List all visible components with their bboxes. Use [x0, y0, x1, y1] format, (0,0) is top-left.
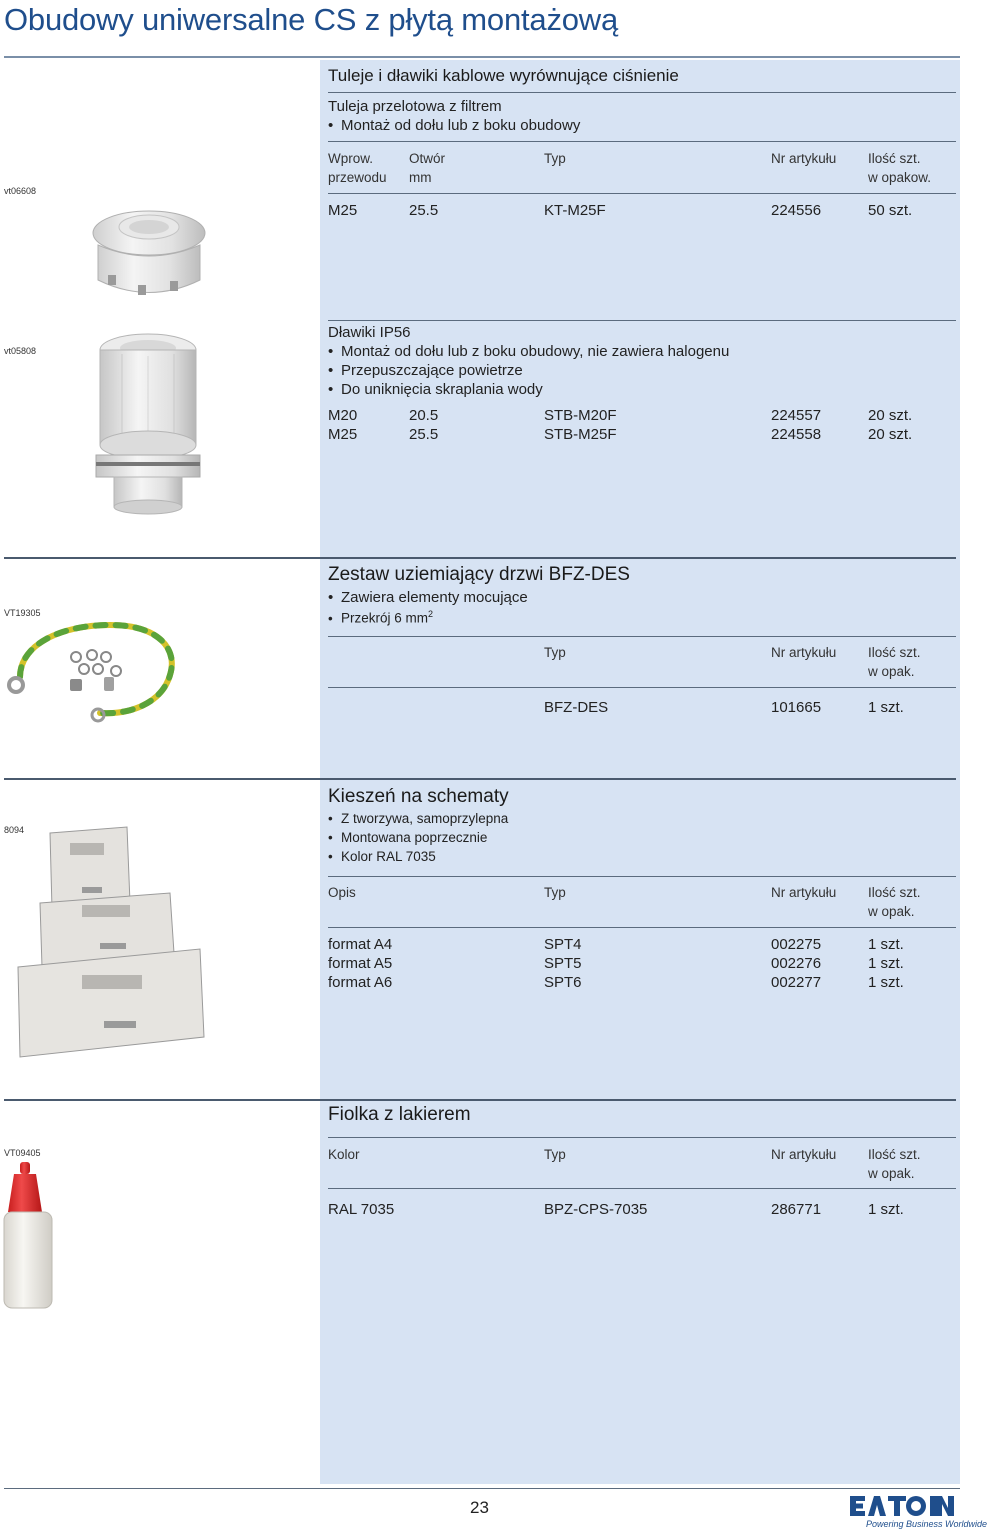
section-rule [328, 320, 956, 321]
cell-entry: M25 [328, 426, 358, 443]
col-header-type: Typ [544, 645, 566, 660]
page-number: 23 [470, 1498, 489, 1517]
cell-qty: 20 szt. [868, 426, 913, 443]
cell-type: STB-M20F [544, 407, 617, 424]
image-code: vt06608 [4, 186, 37, 196]
col-header-type: Typ [544, 885, 566, 900]
grounding-cable-image [0, 615, 185, 725]
bullet-item: • Przepuszczające powietrze [328, 362, 523, 379]
bullet-item: • Zawiera elementy mocujące [328, 589, 528, 606]
section-heading: Kieszeń na schematy [328, 786, 509, 807]
table-rule [328, 876, 956, 877]
section-rule [328, 92, 956, 93]
table-rule [328, 1137, 956, 1138]
col-header-color: Kolor [328, 1147, 360, 1162]
section-divider [4, 778, 956, 780]
cell-hole: 25.5 [409, 202, 439, 219]
section-heading: Tuleje i dławiki kablowe wyrównujące ciśnienie [328, 66, 679, 85]
image-code: 8094 [4, 825, 25, 835]
title-rule [4, 56, 960, 58]
col-header-hole-2: mm [409, 170, 432, 185]
col-header-type: Typ [544, 151, 566, 166]
section-divider [4, 557, 956, 559]
cell-qty: 1 szt. [868, 699, 904, 716]
bullet-item [328, 609, 433, 626]
product-subheading: Dławiki IP56 [328, 324, 411, 341]
cell-type: STB-M25F [544, 426, 617, 443]
cell-desc: format A5 [328, 955, 393, 972]
col-header-type: Typ [544, 1147, 566, 1162]
cell-color: RAL 7035 [328, 1201, 395, 1218]
col-header-article: Nr artykułu [771, 1147, 837, 1162]
cell-article: 002277 [771, 974, 822, 991]
cell-article: 002275 [771, 936, 822, 953]
col-header-desc: Opis [328, 885, 356, 900]
table-rule [328, 193, 956, 194]
cell-desc: format A4 [328, 936, 393, 953]
col-header-article: Nr artykułu [771, 645, 837, 660]
col-header-hole: Otwór [409, 151, 446, 166]
col-header-qty: Ilość szt. [868, 885, 921, 900]
cell-article: 286771 [771, 1201, 822, 1218]
cell-article: 101665 [771, 699, 822, 716]
bullet-item: • Kolor RAL 7035 [328, 849, 436, 864]
cell-type: BFZ-DES [544, 699, 609, 716]
cell-qty: 50 szt. [868, 202, 913, 219]
image-code: vt05808 [4, 346, 37, 356]
bullet-item: • Montaż od dołu lub z boku obudowy [328, 117, 580, 134]
cell-article: 224558 [771, 426, 822, 443]
logo-tagline: Powering Business Worldwide [866, 1519, 987, 1529]
cell-article: 224556 [771, 202, 822, 219]
section-heading: Zestaw uziemiający drzwi BFZ-DES [328, 564, 630, 585]
image-code: VT09405 [4, 1148, 41, 1158]
bullet-item: • Montowana poprzecznie [328, 830, 487, 845]
table-rule [328, 927, 956, 928]
bullet-item: • Z tworzywa, samoprzylepna [328, 811, 508, 826]
paint-vial-image [0, 1160, 60, 1312]
col-header-entry-2: przewodu [328, 170, 387, 185]
col-header-entry: Wprow. [328, 151, 374, 166]
schematic-pocket-image [12, 825, 212, 1060]
cell-qty: 1 szt. [868, 955, 904, 972]
table-rule [328, 141, 956, 142]
page-title: Obudowy uniwersalne CS z płytą montażową [4, 2, 619, 37]
image-code: VT19305 [4, 608, 41, 618]
bullet-text: Przekrój 6 mm [341, 610, 429, 626]
cable-bushing-image [88, 205, 210, 305]
bullet-item: • Montaż od dołu lub z boku obudowy, nie zawiera halogenu [328, 343, 729, 360]
col-header-article: Nr artykułu [771, 151, 837, 166]
col-header-qty-2: w opakow. [868, 170, 932, 185]
cable-gland-image [92, 330, 204, 515]
cell-article: 002276 [771, 955, 822, 972]
cell-type: SPT5 [544, 955, 582, 972]
col-header-qty: Ilość szt. [868, 645, 921, 660]
cell-qty: 1 szt. [868, 936, 904, 953]
cell-qty: 1 szt. [868, 1201, 904, 1218]
col-header-qty-2: w opak. [868, 1166, 915, 1181]
bullet-item: • Do uniknięcia skraplania wody [328, 381, 543, 398]
table-rule [328, 687, 956, 688]
col-header-qty-2: w opak. [868, 904, 915, 919]
cell-type: BPZ-CPS-7035 [544, 1201, 648, 1218]
cell-type: SPT4 [544, 936, 582, 953]
cell-entry: M20 [328, 407, 358, 424]
col-header-article: Nr artykułu [771, 885, 837, 900]
footer-rule [4, 1488, 960, 1489]
col-header-qty-2: w opak. [868, 664, 915, 679]
section-heading: Fiolka z lakierem [328, 1104, 471, 1125]
cell-type: SPT6 [544, 974, 582, 991]
table-rule [328, 636, 956, 637]
section-divider [4, 1099, 956, 1101]
cell-type: KT-M25F [544, 202, 606, 219]
cell-hole: 25.5 [409, 426, 439, 443]
cell-desc: format A6 [328, 974, 393, 991]
col-header-qty: Ilość szt. [868, 151, 921, 166]
cell-article: 224557 [771, 407, 822, 424]
cell-hole: 20.5 [409, 407, 439, 424]
product-subheading: Tuleja przelotowa z filtrem [328, 98, 502, 115]
cell-qty: 20 szt. [868, 407, 913, 424]
superscript: 2 [428, 609, 434, 619]
content-panel [320, 60, 960, 1484]
col-header-qty: Ilość szt. [868, 1147, 921, 1162]
table-rule [328, 1188, 956, 1189]
cell-qty: 1 szt. [868, 974, 904, 991]
cell-entry: M25 [328, 202, 358, 219]
